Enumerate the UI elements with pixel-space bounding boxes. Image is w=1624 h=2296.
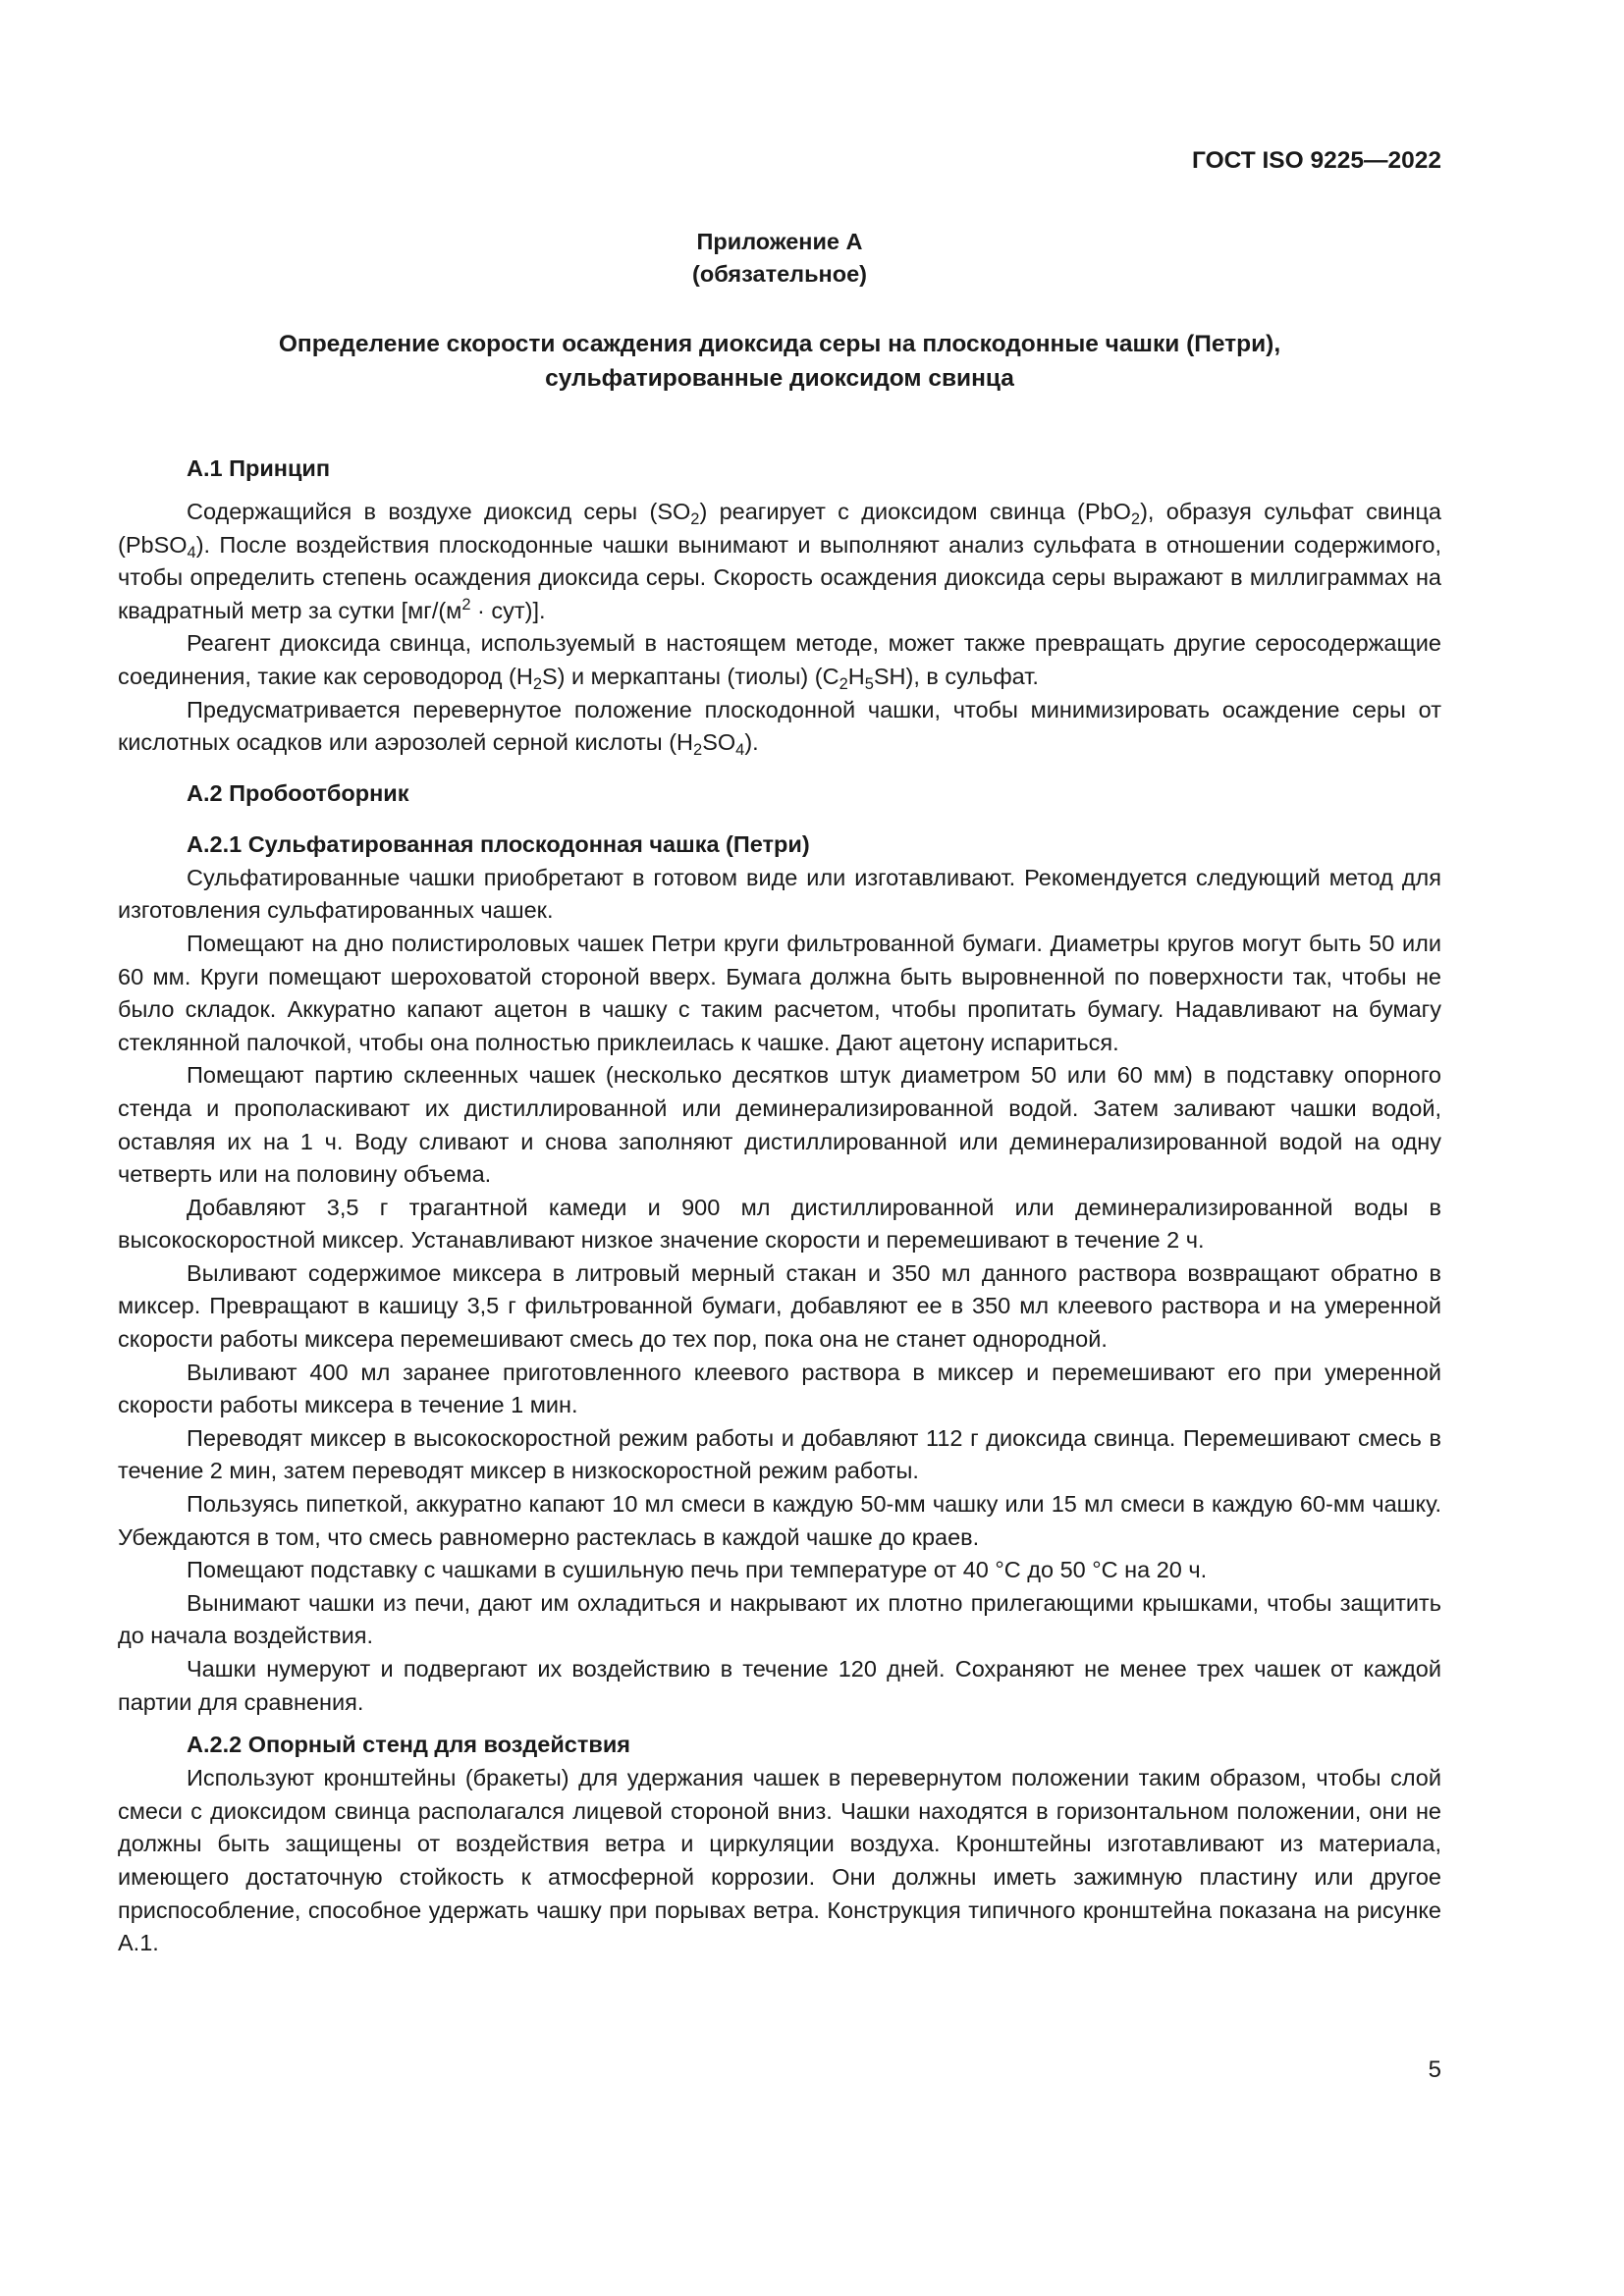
annex-title-line-2: сульфатированные диоксидом свинца (545, 365, 1014, 392)
paragraph-a21-7: Переводят миксер в высокоскоростной режим работы и добавляют 112 г диоксида свинца. Перемешивают смесь в течение 2 мин, затем переводят миксер в низкоскоростной режим работы. (118, 1424, 1441, 1484)
paragraph-a21-9: Помещают подставку с чашками в сушильную печь при температуре от 40 °С до 50 °С на 20 ч. (187, 1557, 1208, 1583)
paragraph-a21-8: Пользуясь пипеткой, аккуратно капают 10 мл смеси в каждую 50-мм чашку или 15 мл смеси в каждую 60-мм чашку. Убеждаются в том, что смесь равномерно растеклась в каждой чашке до краев. (118, 1491, 1441, 1550)
section-a22-heading: А.2.2 Опорный стенд для воздействия (187, 1732, 630, 1758)
section-a21-heading: А.2.1 Сульфатированная плоскодонная чашка (Петри) (187, 830, 810, 857)
paragraph-principle-2: Реагент диоксида свинца, используемый в настоящем методе, может также превращать другие серосодержащие соединения, такие как сероводород $(H_2S)$ и меркаптаны (тиолы) $(C_2H_5SH)$, в сульфат. (118, 630, 1441, 693)
paragraph-a21-5: Выливают содержимое миксера в литровый мерный стакан и 350 мл данного раствора возвращают обратно в миксер. Превращают в кашицу 3,5 г фильтрованной бумаги, добавляют ее в 350 мл клеевого раствора и на умеренной скорости работы миксера перемешивают смесь до тех пор, пока она не станет однородной. (118, 1259, 1441, 1353)
paragraph-a21-3: Помещают партию склеенных чашек (несколько десятков штук диаметром 50 или 60 мм) в подставку опорного стенда и прополаскивают их дистиллированной или деминерализированной водой. Затем заливают чашки водой, оставляя их на 1 ч. Воду сливают и снова заполняют дистиллированной или деминерализированной водой на одну четверть или на половину объема. (118, 1062, 1441, 1188)
paragraph-a21-4: Добавляют 3,5 г трагантной камеди и 900 мл дистиллированной или деминерализированной воды в высокоскоростной миксер. Устанавливают низкое значение скорости и перемешивают в течение 2 ч. (118, 1194, 1441, 1254)
paragraph-a21-2: Помещают на дно полистироловых чашек Петри круги фильтрованной бумаги. Диаметры кругов могут быть 50 или 60 мм. Круги помещают шероховатой стороной вверх. Бумага должна быть выровненной по поверхности так, чтобы не было складок. Аккуратно капают ацетон в чашку с таким расчетом, чтобы пропитать бумагу. Надавливают на бумагу стеклянной палочкой, чтобы она полностью приклеилась к чашке. Дают ацетону испариться. (118, 930, 1441, 1055)
standard-designation: ГОСТ ISO 9225—2022 (1192, 147, 1441, 174)
annex-status: (обязательное) (692, 261, 867, 287)
page-content (118, 226, 1441, 1960)
annex-title-line-1: Определение скорости осаждения диоксида серы на плоскодонные чашки (Петри), (278, 331, 1281, 357)
section-a1-heading: А.1 Принцип (187, 455, 331, 481)
annex-title (118, 327, 1441, 396)
page-number: 5 (1428, 2056, 1441, 2083)
paragraph-principle-3: Предусматривается перевернутое положение плоскодонной чашки, чтобы минимизировать осаждение серы от кислотных осадков или аэрозолей серной кислоты $(H_2SO_4)$. (118, 696, 1441, 760)
annex-label: Приложение А (696, 229, 863, 254)
paragraph-a21-1: Сульфатированные чашки приобретают в готовом виде или изготавливают. Рекомендуется следующий метод для изготовления сульфатированных чашек. (118, 864, 1441, 924)
paragraph-a21-10: Вынимают чашки из печи, дают им охладиться и накрывают их плотно прилегающими крышками, чтобы защитить до начала воздействия. (118, 1589, 1441, 1649)
paragraph-a22: Используют кронштейны (бракеты) для удержания чашек в перевернутом положении таким образом, чтобы слой смеси с диоксидом свинца располагался лицевой стороной вниз. Чашки находятся в горизонтальном положении, они не должны быть защищены от воздействия ветра и циркуляции воздуха. Кронштейны изготавливают из материала, имеющего достаточную стойкость к атмосферной коррозии. Они должны иметь зажимную пластину или другое приспособление, способное удержать чашку при порывах ветра. Конструкция типичного кронштейна показана на рисунке А.1. (118, 1765, 1441, 1956)
paragraph-principle-1: Содержащийся в воздухе диоксид серы $(SO_2)$ реагирует с диоксидом свинца (PbO$_2$), образуя сульфат свинца (PbSO$_4$). После воздействия плоскодонные чашки вынимают и выполняют анализ сульфата в отношении содержимого, чтобы определить степень осаждения диоксида серы. Скорость осаждения диоксида серы выражают в миллиграммах на квадратный метр за сутки $[мг/(м^2 \cdot сут)]$. (118, 499, 1441, 623)
paragraph-a21-6: Выливают 400 мл заранее приготовленного клеевого раствора в миксер и перемешивают его при умеренной скорости работы миксера в течение 1 мин. (118, 1359, 1441, 1418)
paragraph-a21-11: Чашки нумеруют и подвергают их воздействию в течение 120 дней. Сохраняют не менее трех чашек от каждой партии для сравнения. (118, 1656, 1441, 1715)
section-a2-heading: А.2 Пробоотборник (187, 779, 409, 806)
